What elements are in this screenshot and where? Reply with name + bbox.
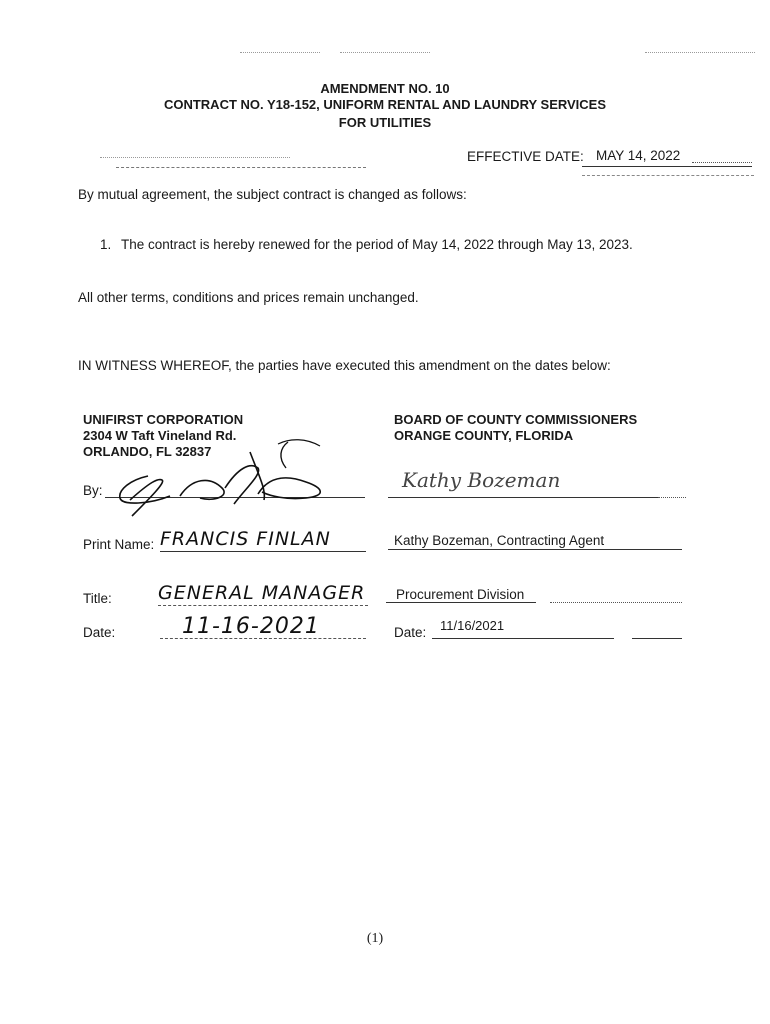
right-title-line — [386, 602, 536, 603]
title-line — [158, 605, 368, 606]
right-title-fill — [550, 602, 682, 603]
right-print-name: Kathy Bozeman, Contracting Agent — [394, 533, 605, 548]
header-fill-line — [100, 157, 290, 158]
left-signature-icon — [110, 438, 335, 520]
left-party-address2: ORLANDO, FL 32837 — [83, 444, 212, 459]
left-party-address1: 2304 W Taft Vineland Rd. — [83, 428, 237, 443]
right-signature-fill — [658, 497, 686, 498]
item-number: 1. — [100, 237, 112, 252]
right-date-line-extra — [632, 638, 682, 639]
right-party-name: BOARD OF COUNTY COMMISSIONERS — [394, 412, 638, 427]
contract-subtitle: FOR UTILITIES — [338, 115, 432, 130]
effective-date-underline — [582, 166, 752, 167]
scan-artifact — [240, 52, 320, 53]
scan-artifact — [340, 52, 430, 53]
left-date-label: Date: — [83, 625, 116, 640]
effective-date-fill — [692, 162, 752, 163]
effective-date-value: MAY 14, 2022 — [596, 148, 681, 163]
intro-text: By mutual agreement, the subject contract is changed as follows: — [78, 187, 467, 202]
item-text: The contract is hereby renewed for the period of May 14, 2022 through May 13, 2023. — [121, 237, 633, 252]
by-label: By: — [83, 483, 103, 498]
left-party-name: UNIFIRST CORPORATION — [83, 412, 244, 427]
contract-title: CONTRACT NO. Y18-152, UNIFORM RENTAL AND LAUNDRY SERVICES — [163, 97, 607, 112]
other-terms-text: All other terms, conditions and prices remain unchanged. — [78, 290, 419, 305]
effective-date-rule — [582, 175, 754, 176]
left-date-value: 11-16-2021 — [182, 614, 320, 639]
effective-date-label: EFFECTIVE DATE: — [467, 149, 584, 164]
right-date-value: 11/16/2021 — [440, 618, 505, 633]
right-date-label: Date: — [394, 625, 427, 640]
title-value: GENERAL MANAGER — [158, 582, 366, 604]
header-fill-line — [116, 167, 366, 168]
print-name-value: FRANCIS FINLAN — [160, 528, 331, 550]
left-date-line — [160, 638, 366, 639]
scan-artifact — [645, 52, 755, 53]
right-title: Procurement Division — [396, 587, 525, 602]
right-signature-line — [388, 497, 658, 498]
right-party-name2: ORANGE COUNTY, FLORIDA — [394, 428, 574, 443]
print-name-line — [160, 551, 366, 552]
page-number: (1) — [366, 931, 384, 946]
print-name-label: Print Name: — [83, 537, 155, 552]
witness-text: IN WITNESS WHEREOF, the parties have executed this amendment on the dates below: — [78, 358, 611, 373]
amendment-title: AMENDMENT NO. 10 — [320, 81, 450, 96]
right-signature: Kathy Bozeman — [402, 468, 561, 492]
right-print-name-line — [388, 549, 682, 550]
title-label: Title: — [83, 591, 112, 606]
right-date-line — [432, 638, 614, 639]
